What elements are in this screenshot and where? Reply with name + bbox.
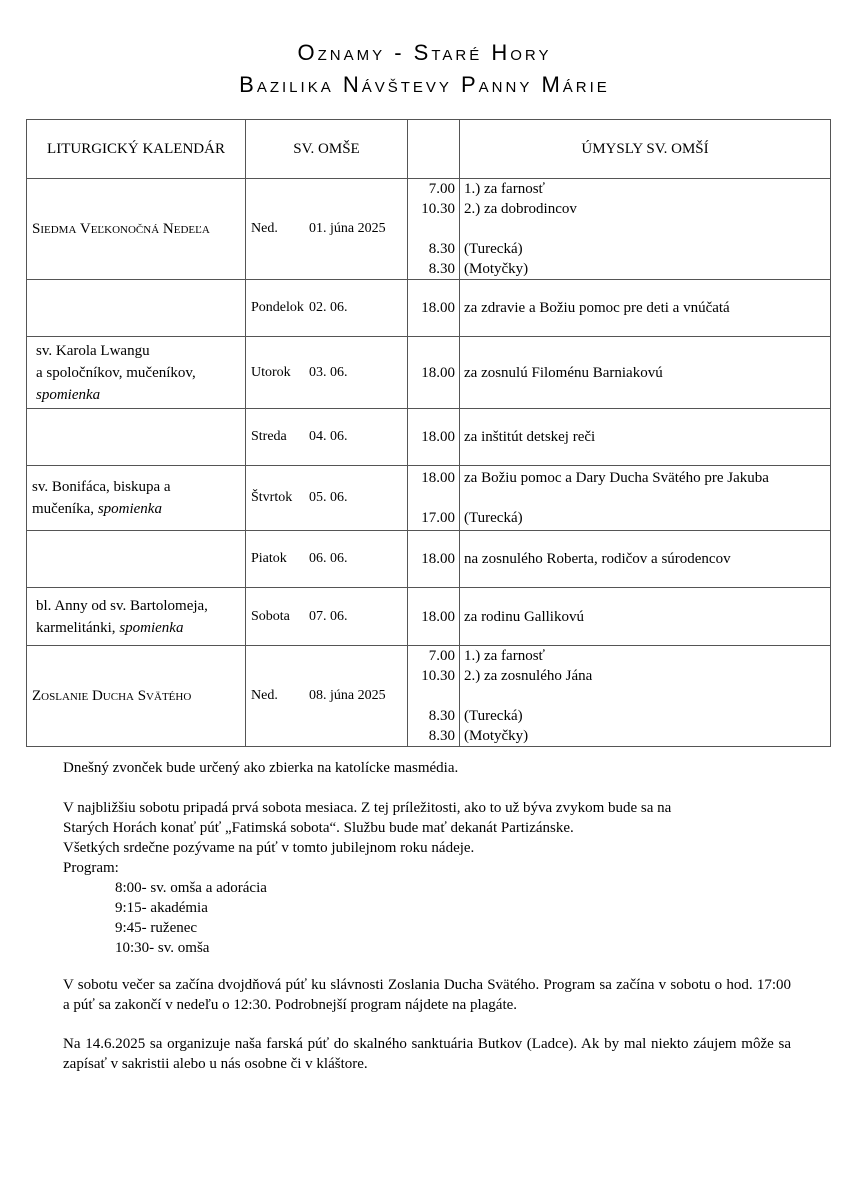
program-item: 9:45- ruženec	[115, 920, 198, 936]
intention	[464, 686, 830, 706]
announcement-line: V najbližšiu sobotu pripadá prvá sobota mesiaca. Z tej príležitosti, ako to už býva zvykom bude sa na	[63, 800, 672, 816]
date: 06. 06.	[309, 551, 348, 566]
day-name: Ned.	[251, 221, 278, 236]
table-row	[27, 646, 831, 747]
day-name: Streda	[251, 429, 287, 444]
announcement-text: Dnešný zvonček bude určený ako zbierka na katolícke masmédia.	[63, 760, 459, 776]
intention: 2.) za zosnulého Jána	[464, 668, 593, 684]
program-list	[63, 878, 791, 958]
column-header-masses: SV. OMŠE	[246, 120, 408, 179]
intention-cell	[460, 409, 831, 466]
announcement-text: V sobotu večer sa začína dvojdňová púť ku slávnosti Zoslania Ducha Svätého. Program sa začína v sobotu o hod. 17:00 a púť sa zakončí v nedeľu o 12:30. Podrobnejší program nájdete na plagáte.	[63, 977, 791, 1013]
time-cell	[408, 179, 460, 280]
mass-time: 18.00	[421, 608, 455, 625]
mass-time: 7.00	[428, 181, 455, 197]
intention-cell	[460, 588, 831, 646]
mass-time: 10.30	[421, 201, 455, 217]
intention-cell	[460, 646, 831, 747]
feast-rank: spomienka	[119, 619, 184, 636]
intention	[464, 219, 830, 239]
time-cell	[408, 466, 460, 531]
program-item: 9:15- akadémia	[115, 900, 208, 916]
mass-time: 18.00	[421, 429, 455, 445]
intention: (Turecká)	[464, 510, 523, 526]
feast-line: karmelitánki,	[36, 619, 116, 636]
program-label: Program:	[63, 860, 119, 876]
mass-time: 18.00	[421, 364, 455, 381]
intention: (Motyčky)	[464, 261, 529, 277]
day-name: Utorok	[251, 364, 291, 380]
intention: 1.) za farnosť	[464, 181, 545, 197]
feast-line: bl. Anny od sv. Bartolomeja,	[36, 597, 208, 614]
mass-time	[408, 488, 455, 508]
intention-cell	[460, 466, 831, 531]
column-header-calendar: LITURGICKÝ KALENDÁR	[27, 120, 246, 179]
mass-time	[408, 219, 455, 239]
column-header-time	[408, 120, 460, 179]
time-cell	[408, 646, 460, 747]
intention: za zdravie a Božiu pomoc pre deti a vnúčatá	[464, 300, 730, 316]
feast-name: Zoslanie Ducha Svätého	[32, 688, 192, 704]
feast-cell	[27, 646, 246, 747]
intention: za Božiu pomoc a Dary Ducha Svätého pre Jakuba	[464, 470, 769, 486]
day-name: Pondelok	[251, 300, 304, 315]
intention-cell	[460, 280, 831, 337]
mass-time: 8.30	[428, 708, 455, 724]
intention-cell	[460, 337, 831, 409]
day-name: Ned.	[251, 688, 278, 703]
intention: 2.) za dobrodincov	[464, 201, 577, 217]
announcement-collection	[63, 758, 791, 778]
feast-cell	[27, 588, 246, 646]
day-cell	[246, 179, 408, 280]
table-row	[27, 179, 831, 280]
mass-time: 8.30	[428, 261, 455, 277]
day-cell	[246, 531, 408, 588]
table-row	[27, 466, 831, 531]
intention: (Turecká)	[464, 241, 523, 257]
mass-time: 17.00	[421, 510, 455, 526]
feast-line: sv. Bonifáca, biskupa a	[32, 479, 171, 495]
feast-cell	[27, 179, 246, 280]
page-title: Oznamy - Staré Hory	[297, 40, 552, 65]
feast-cell	[27, 337, 246, 409]
date: 05. 06.	[309, 490, 348, 505]
day-name: Sobota	[251, 608, 290, 624]
day-name: Štvrtok	[251, 490, 293, 505]
mass-time: 8.30	[428, 728, 455, 744]
program-item: 10:30- sv. omša	[115, 940, 210, 956]
table-row	[27, 409, 831, 466]
announcement-line: Starých Horách konať púť „Fatimská sobota“. Službu bude mať dekanát Partizánske.	[63, 820, 574, 836]
date: 03. 06.	[309, 364, 348, 380]
intention	[464, 488, 830, 508]
intention-cell	[460, 179, 831, 280]
program-item: 8:00- sv. omša a adorácia	[115, 880, 267, 896]
time-cell	[408, 588, 460, 646]
feast-line: a spoločníkov, mučeníkov,	[36, 364, 196, 381]
date: 04. 06.	[309, 429, 348, 444]
day-cell	[246, 466, 408, 531]
intention: na zosnulého Roberta, rodičov a súrodencov	[464, 551, 731, 567]
day-name: Piatok	[251, 551, 287, 566]
intention: za rodinu Gallikovú	[464, 608, 584, 625]
page-subtitle: Bazilika Návštevy Panny Márie	[239, 72, 610, 97]
announcement-fatima-saturday	[63, 798, 791, 958]
intention: (Motyčky)	[464, 728, 529, 744]
feast-cell	[27, 280, 246, 337]
time-cell	[408, 337, 460, 409]
mass-time: 7.00	[428, 648, 455, 664]
intention: za inštitút detskej reči	[464, 429, 596, 445]
mass-time: 8.30	[428, 241, 455, 257]
feast-cell	[27, 409, 246, 466]
intention: 1.) za farnosť	[464, 648, 545, 664]
feast-rank: spomienka	[36, 386, 101, 403]
date: 01. júna 2025	[309, 221, 386, 236]
table-row	[27, 337, 831, 409]
day-cell	[246, 646, 408, 747]
feast-name: Siedma Veľkonočná Nedeľa	[32, 221, 210, 237]
day-cell	[246, 409, 408, 466]
day-cell	[246, 280, 408, 337]
time-cell	[408, 280, 460, 337]
mass-time: 10.30	[421, 668, 455, 684]
feast-rank: spomienka	[97, 501, 162, 517]
feast-cell	[27, 531, 246, 588]
table-header-row	[27, 120, 831, 179]
date: 08. júna 2025	[309, 688, 386, 703]
feast-line: mučeníka,	[32, 501, 95, 517]
intention: (Turecká)	[464, 708, 523, 724]
announcement-text: Na 14.6.2025 sa organizuje naša farská púť do skalného sanktuária Butkov (Ladce). Ak by mal niekto záujem môže sa zapísať v sakristii alebo u nás osobne či v kláštore.	[63, 1036, 791, 1072]
mass-time: 18.00	[421, 300, 455, 316]
time-cell	[408, 531, 460, 588]
intention: za zosnulú Filoménu Barniakovú	[464, 364, 663, 381]
feast-line: sv. Karola Lwangu	[36, 342, 150, 359]
feast-cell	[27, 466, 246, 531]
day-cell	[246, 337, 408, 409]
mass-time	[408, 686, 455, 706]
day-cell	[246, 588, 408, 646]
table-row	[27, 588, 831, 646]
table-row	[27, 280, 831, 337]
mass-time: 18.00	[421, 470, 455, 486]
announcement-line: Všetkých srdečne pozývame na púť v tomto jubilejnom roku nádeje.	[63, 840, 475, 856]
mass-time: 18.00	[421, 551, 455, 567]
date: 07. 06.	[309, 608, 348, 624]
intention-cell	[460, 531, 831, 588]
announcement-pentecost-pilgrimage	[63, 975, 791, 1015]
date: 02. 06.	[309, 300, 348, 315]
liturgical-calendar-table	[26, 119, 831, 747]
column-header-intentions: ÚMYSLY SV. OMŠÍ	[460, 120, 831, 179]
table-row	[27, 531, 831, 588]
time-cell	[408, 409, 460, 466]
announcement-parish-pilgrimage	[63, 1034, 791, 1074]
